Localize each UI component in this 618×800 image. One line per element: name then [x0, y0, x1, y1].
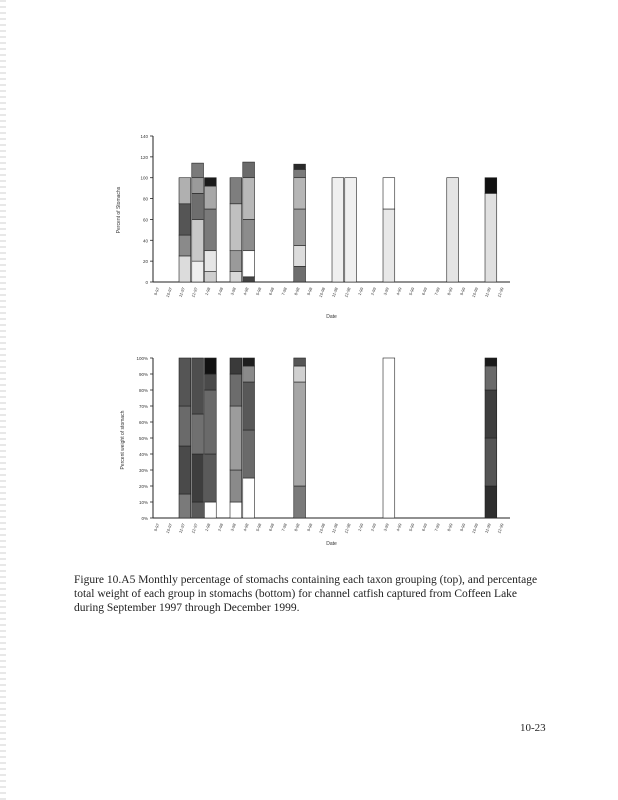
bar-segment	[447, 178, 459, 282]
x-tick-label: 4-98	[242, 522, 250, 532]
bar-segment	[230, 178, 242, 204]
x-tick-label: 9-97	[152, 286, 161, 296]
bar-segment	[179, 256, 191, 282]
x-tick-label: 5-98	[254, 522, 263, 532]
x-tick-label: 6-98	[267, 286, 276, 296]
bar-segment	[230, 358, 242, 374]
bar-segment	[243, 251, 255, 277]
y-tick-label: 100%	[136, 356, 148, 361]
bar-segment	[485, 438, 497, 486]
bar-segment	[179, 358, 191, 406]
bar-segment	[243, 478, 255, 518]
x-axis-label: Date	[326, 541, 337, 547]
bar-segment	[192, 454, 204, 502]
chart-1	[116, 134, 510, 320]
bar-segment	[485, 366, 497, 390]
x-tick-label: 12-98	[343, 522, 352, 534]
x-tick-label: 6-99	[420, 522, 429, 532]
bar-segment	[332, 178, 344, 282]
y-tick-label: 0	[145, 280, 148, 285]
x-tick-label: 6-98	[267, 522, 276, 532]
x-tick-label: 6-99	[420, 286, 429, 296]
y-tick-label: 10%	[138, 500, 148, 505]
x-tick-label: 10-97	[164, 286, 174, 298]
x-tick-label: 2-98	[216, 522, 225, 532]
bar-segment	[294, 358, 306, 366]
bar-segment	[179, 446, 191, 494]
y-tick-label: 70%	[138, 404, 148, 409]
bar-segment	[243, 358, 255, 366]
bar-segment	[485, 178, 497, 194]
x-tick-label: 12-98	[343, 286, 352, 298]
bar-segment	[230, 406, 242, 470]
y-tick-label: 20	[142, 259, 148, 265]
bar-segment	[179, 494, 191, 518]
x-tick-label: 4-99	[395, 286, 403, 296]
bar-segment	[243, 430, 255, 478]
x-tick-label: 12-97	[190, 286, 199, 298]
y-tick-label: 30%	[138, 468, 148, 473]
x-tick-label: 5-98	[254, 286, 263, 296]
x-tick-label: 2-99	[369, 286, 378, 296]
x-tick-label: 11-98	[330, 286, 339, 298]
bar-segment	[205, 251, 217, 272]
bar-segment	[485, 486, 497, 518]
bar-segment	[192, 219, 204, 261]
bar-segment	[230, 502, 242, 518]
bar-segment	[179, 406, 191, 446]
x-tick-label: 11-99	[483, 286, 492, 298]
x-tick-label: 10-99	[470, 522, 480, 534]
bar-segment	[294, 164, 306, 169]
x-tick-label: 4-99	[395, 522, 403, 532]
x-tick-label: 1-99	[356, 286, 365, 296]
bar-segment	[243, 382, 255, 430]
x-tick-label: 4-98	[242, 286, 250, 296]
bar-segment	[192, 502, 204, 518]
x-tick-label: 7-98	[280, 522, 288, 532]
bar-segment	[230, 374, 242, 406]
bar-segment	[294, 366, 306, 382]
y-tick-label: 140	[140, 134, 148, 139]
x-tick-label: 9-99	[458, 286, 467, 296]
bar-segment	[294, 209, 306, 246]
bar-segment	[205, 502, 217, 518]
page-number: 10-23	[520, 722, 546, 734]
chart-2	[120, 356, 510, 547]
bar-segment	[243, 366, 255, 382]
bar-segment	[485, 390, 497, 438]
x-tick-label: 5-99	[407, 522, 416, 532]
x-tick-label: 7-99	[433, 286, 441, 296]
y-tick-label: 20%	[138, 484, 148, 489]
bar-segment	[179, 235, 191, 256]
x-tick-label: 12-97	[190, 522, 199, 534]
x-tick-label: 8-99	[446, 522, 454, 532]
bar-segment	[294, 178, 306, 209]
x-tick-label: 2-98	[216, 286, 225, 296]
y-tick-label: 80	[142, 196, 148, 202]
x-tick-label: 11-98	[330, 522, 339, 534]
bar-segment	[179, 204, 191, 235]
bar-segment	[179, 178, 191, 204]
x-tick-label: 12-99	[496, 522, 505, 534]
bar-segment	[192, 163, 204, 178]
y-tick-label: 50%	[138, 436, 148, 441]
bar-segment	[192, 193, 204, 219]
bar-segment	[205, 178, 217, 186]
x-tick-label: 10-97	[164, 522, 174, 534]
bar-segment	[294, 266, 306, 282]
x-tick-label: 9-97	[152, 522, 161, 532]
x-tick-label: 9-98	[305, 286, 314, 296]
x-tick-label: 10-99	[470, 286, 480, 298]
x-tick-label: 10-98	[317, 522, 327, 534]
bar-segment	[345, 178, 357, 282]
x-tick-label: 1-98	[203, 522, 212, 532]
y-axis-label: Percent weight of stomach	[120, 410, 126, 470]
x-tick-label: 12-99	[496, 286, 505, 298]
x-tick-label: 5-99	[407, 286, 416, 296]
x-tick-label: 8-99	[446, 286, 454, 296]
x-tick-label: 2-99	[369, 522, 378, 532]
bar-segment	[192, 178, 204, 194]
y-tick-label: 80%	[138, 388, 148, 393]
figure-caption: Figure 10.A5 Monthly percentage of stomachs containing each taxon grouping (top), and percentage total weight of each group in stomachs (bottom) for channel catfish captured from Coffeen Lake during September 1997 through December 1999.	[74, 574, 538, 614]
bar-segment	[205, 209, 217, 251]
y-tick-label: 60%	[138, 420, 148, 425]
x-tick-label: 11-99	[483, 522, 492, 534]
bar-segment	[192, 414, 204, 454]
bar-segment	[230, 204, 242, 251]
bar-segment	[294, 486, 306, 518]
x-tick-label: 1-99	[356, 522, 365, 532]
y-tick-label: 100	[140, 175, 148, 181]
bar-segment	[485, 358, 497, 366]
x-tick-label: 9-99	[458, 522, 467, 532]
bar-segment	[205, 272, 217, 282]
y-tick-label: 0%	[141, 516, 148, 521]
x-tick-label: 3-99	[382, 286, 390, 296]
bar-segment	[485, 193, 497, 282]
y-tick-label: 90%	[138, 372, 148, 377]
bar-segment	[383, 209, 395, 282]
x-tick-label: 3-99	[382, 522, 390, 532]
x-axis-label: Date	[326, 314, 337, 320]
x-tick-label: 7-99	[433, 522, 441, 532]
y-tick-label: 40%	[138, 452, 148, 457]
x-tick-label: 3-98	[229, 522, 237, 532]
bar-segment	[230, 251, 242, 272]
bar-segment	[294, 382, 306, 486]
bar-segment	[243, 162, 255, 178]
y-tick-label: 60	[142, 217, 148, 223]
bar-segment	[192, 261, 204, 282]
bar-segment	[243, 178, 255, 220]
x-tick-label: 9-98	[305, 522, 314, 532]
x-tick-label: 1-98	[203, 286, 212, 296]
x-tick-label: 10-98	[317, 286, 327, 298]
x-tick-label: 11-97	[177, 286, 186, 298]
bar-segment	[205, 186, 217, 209]
x-tick-label: 3-98	[229, 286, 237, 296]
y-axis-label: Percent of Stomachs	[116, 186, 122, 234]
bar-segment	[230, 470, 242, 502]
bar-segment	[243, 277, 255, 282]
bar-segment	[383, 358, 395, 518]
x-tick-label: 7-98	[280, 286, 288, 296]
y-tick-label: 120	[140, 154, 148, 160]
x-tick-label: 8-98	[293, 522, 301, 532]
bar-segment	[192, 358, 204, 414]
bar-segment	[243, 219, 255, 250]
y-tick-label: 40	[142, 238, 148, 244]
bar-segment	[205, 390, 217, 454]
bar-segment	[294, 246, 306, 267]
bar-segment	[205, 358, 217, 374]
bar-segment	[383, 178, 395, 209]
x-tick-label: 8-98	[293, 286, 301, 296]
x-tick-label: 11-97	[177, 522, 186, 534]
bar-segment	[205, 374, 217, 390]
bar-segment	[294, 169, 306, 177]
bar-segment	[205, 454, 217, 502]
bar-segment	[230, 272, 242, 282]
